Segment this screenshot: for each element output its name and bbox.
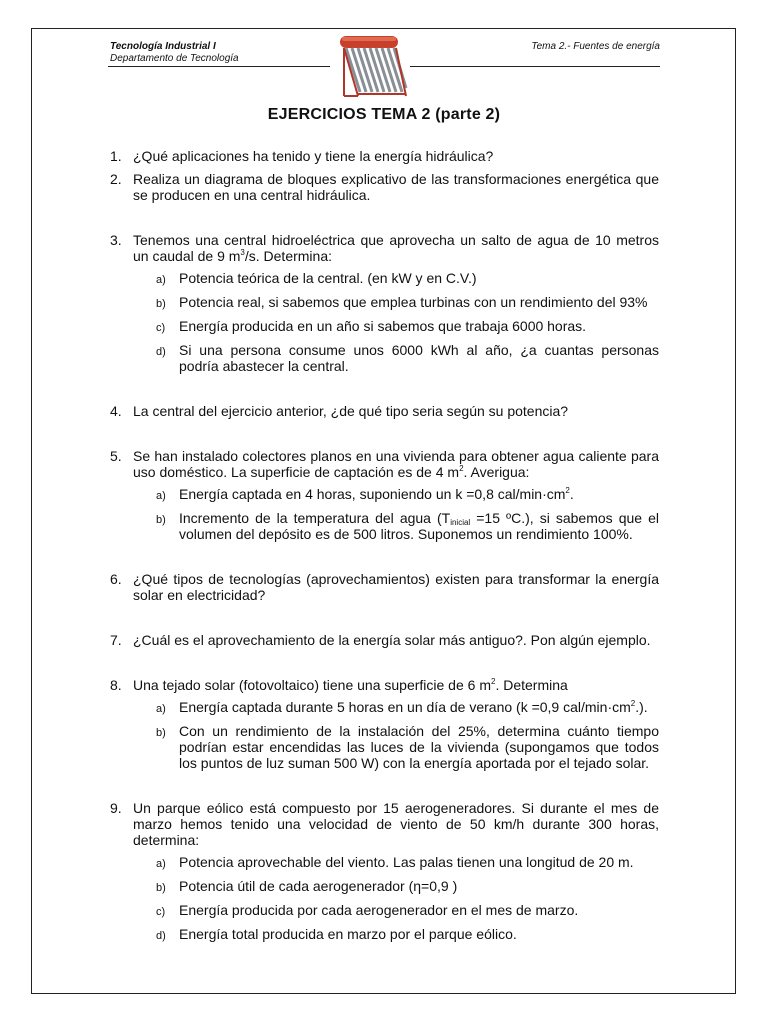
question-7: 7. ¿Cuál es el aprovechamiento de la energía solar más antiguo?. Pon algún ejemplo. <box>110 632 651 648</box>
solar-collector-image <box>330 30 410 102</box>
question-3-item-b: b) Potencia real, si sabemos que emplea turbinas con un rendimiento del 93% <box>156 294 648 310</box>
question-9: 9. Un parque eólico está compuesto por 15 aerogeneradores. Si durante el mes de marzo hemos tenido una velocidad de viento de 50 km/h durante 300 horas, determina: <box>110 800 659 848</box>
question-5-item-a: a) Energía captada en 4 horas, suponiendo un k =0,8 cal/$\min\cdot cm^2$. <box>156 486 574 502</box>
question-9-item-c: c) Energía producida por cada aerogenerador en el mes de marzo. <box>156 902 579 918</box>
question-3-item-d: d) Si una persona consume unos 6000 kWh al año, ¿a cuantas personas podría abastecer la central. <box>156 342 659 374</box>
header-topic: Tema 2.- Fuentes de energía <box>531 41 660 52</box>
page-title: EJERCICIOS TEMA 2 (parte 2) <box>267 106 501 123</box>
question-8-item-b: b) Con un rendimiento de la instalación del 25%, determina cuánto tiempo podrían estar encendidas las luces de la vivienda (supongamos que todos los puntos de luz suman 500 W) con la energía aportada por el tejado solar. <box>156 723 659 771</box>
question-1: 1. ¿Qué aplicaciones ha tenido y tiene la energía hidráulica? <box>110 148 494 164</box>
question-3-item-a: a) Potencia teórica de la central. (en kW y en C.V.) <box>156 270 477 286</box>
question-4: 4. La central del ejercicio anterior, ¿de qué tipo seria según su potencia? <box>110 403 569 419</box>
solar-collector-icon <box>330 30 410 102</box>
header-left <box>110 41 239 65</box>
header-subject: Tecnología Industrial I <box>110 41 216 52</box>
header-department: Departamento de Tecnología <box>110 53 239 64</box>
question-9-item-a: a) Potencia aprovechable del viento. Las palas tienen una longitud de 20 m. <box>156 854 634 870</box>
question-8: 8. Una tejado solar (fotovoltaico) tiene una superficie de 6 $m^2$. Determina <box>110 677 568 693</box>
question-9-item-b: b) Potencia útil de cada aerogenerador (η=0,9 ) <box>156 878 458 894</box>
question-5-item-b: b) Incremento de la temperatura del agua ($T_{inicial} =15$ ºC.), si sabemos que el volumen del depósito es de 500 litros. Suponemos un rendimiento 100%. <box>156 510 659 542</box>
question-9-item-d: d) Energía total producida en marzo por el parque eólico. <box>156 926 517 942</box>
question-3: 3. Tenemos una central hidroeléctrica que aprovecha un salto de agua de 10 metros un caudal de 9 $m^3/s$. Determina: <box>110 232 659 264</box>
question-8-item-a: a) Energía captada durante 5 horas en un día de verano (k =0,9 cal/$\min\cdot cm^2$.). <box>156 699 648 715</box>
question-5: 5. Se han instalado colectores planos en una vivienda para obtener agua caliente para uso doméstico. La superficie de captación es de 4 $m^2$. Averigua: <box>110 448 659 480</box>
question-6: 6. ¿Qué tipos de tecnologías (aprovechamientos) existen para transformar la energía solar en electricidad? <box>110 571 659 603</box>
question-3-item-c: c) Energía producida en un año si sabemos que trabaja 6000 horas. <box>156 318 587 334</box>
exercise-list <box>110 148 659 944</box>
question-2: 2. Realiza un diagrama de bloques explicativo de las transformaciones energética que se producen en una central hidráulica. <box>110 171 659 203</box>
